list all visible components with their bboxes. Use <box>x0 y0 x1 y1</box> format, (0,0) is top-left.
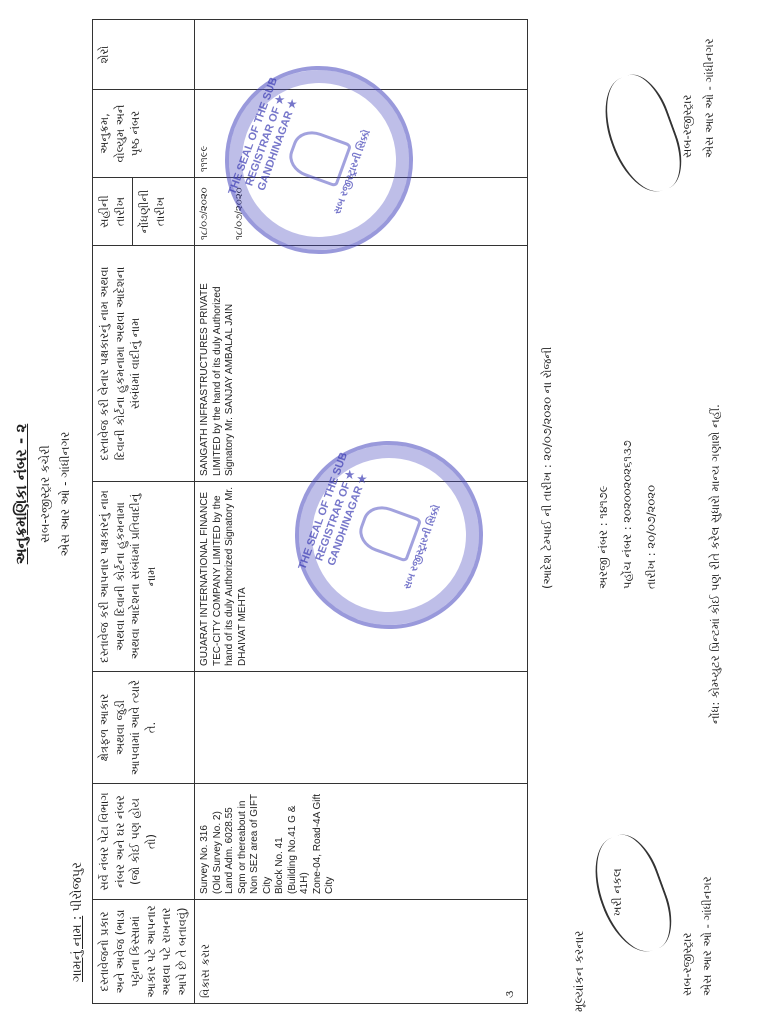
header-executant: દસ્તાવેજ કરી આપનાર પક્ષકારનું નામ અથવા દિવાની કોર્ટના હુકમનામા અથવા આદેશના સંબંધમાં પ્રતિવાદીનું નામ <box>93 482 195 672</box>
header-dates <box>93 178 195 246</box>
seal-ring-text: THE SEAL OF THE SUB REGISTRAR OF ★ GANDHINAGAR ★ <box>226 75 300 197</box>
emblem-icon <box>354 500 422 562</box>
cell-claimant: SANGATH INFRASTRUCTURES PRIVATE LIMITED by the hand of its duly Authorized Signatory Mr. SANJAY AMBALAL JAIN <box>195 246 528 482</box>
assessor-label: મૂલ્યાંકન કરનાર <box>572 930 586 1012</box>
right-officer-title: સબ-રજીસ્ટ્રાર <box>680 94 694 158</box>
seal-inner-text: સબ રજીસ્ટ્રારની સિક્કો <box>331 128 373 216</box>
emblem-icon <box>284 125 352 187</box>
reg-date: ૧૮/૦૭/૨૦૨૦ <box>233 187 245 240</box>
cell-survey: Survey No. 316 (Old Survey No. 2) Land Adm. 6028.55 Sqm or thereabout in Non SEZ area of GIFT City Block No. 41 (Building No.41 G & 41H) Zone-04, Road-4A Gift City <box>195 784 528 900</box>
receipt-date: તારીખ : ૨૦/૦૭/૨૦૨૦ <box>644 485 658 589</box>
left-officer-office: એસ આર ઓ - ગાંધીનગર <box>700 876 714 996</box>
header-remarks: શેરો <box>93 20 195 90</box>
table-header-row <box>93 20 195 1004</box>
village-value: પીરોજપુર <box>70 862 85 912</box>
sign-date: ૧૮/૦૭/૨૦૨૦ <box>199 187 211 240</box>
village-label: ગામનું નામ : <box>70 915 85 982</box>
footer-note: નોંધ: કોમ્પ્યુટર પ્રિન્ટમાં કોઈ પણ રીતે કરેલ સુધારો માન્ય ગણાશે નહીં. <box>708 404 722 724</box>
cell-serial: ૧૧૧૯૯ <box>195 90 528 178</box>
cell-executant: GUJARAT INTERNATIONAL FINANCE TEC-CITY COMPANY LIMITED by the hand of its duly Authorized Signatory Mr. DHAIVAT MEHTA <box>195 482 528 672</box>
receipt-number: પહોંચ નંબર : ૨૦૨૦૦૨૦૨૬૧૩૭ <box>620 440 634 589</box>
signature-left <box>581 827 682 962</box>
cell-doc-type <box>195 900 528 1004</box>
true-copy-label: ખરી નકલ <box>610 868 624 916</box>
header-sign-date: સહીની તારીખ <box>97 195 127 228</box>
header-reg-date: નોંધણીની તારીખ <box>132 178 172 245</box>
seal-inner-text: સબ રજીસ્ટ્રારની સિક્કો <box>401 503 443 591</box>
order-date: (આદેશ ટેમ્પાઈ ની તારીખ : ૨૦/૦૭/૨૦૨૦ ના રોજની <box>540 346 554 589</box>
doc-type-value: વિકાસ કરાર <box>199 943 213 998</box>
header-survey: સર્વે નંબર પેટા વિભાગ નંબર અને ઘર નંબર (જો કોઈ પણ હોય તો) <box>93 784 195 900</box>
signature-right <box>591 67 692 202</box>
header-serial: અનુક્રમ, વોલ્યુમ અને પૃષ્ઠ નંબર <box>93 90 195 178</box>
sro-name: એસ આર ઓ - ગાંધીનગર <box>58 431 72 557</box>
right-officer-office: એસ આર ઓ - ગાંધીનગર <box>702 38 716 158</box>
application-number: અરજી નંબર : ૧૪૧૭૯ <box>596 485 610 589</box>
header-claimant: દસ્તાવેજ કરી લેનાર પક્ષકારનું નામ અથવા દિવાની કોર્ટના હુકમનામા અથવા આદેશના સંબંધમાં વાદીનું નામ <box>93 246 195 482</box>
left-officer-title: સબ-રજીસ્ટ્રાર <box>680 932 694 996</box>
header-doc-type: દસ્તાવેજનો પ્રકાર અને અવેજ (ભાડા પટ્ટાના કિસ્સામાં આકાર પટે આપનાર અથવા પટે રાખનાર આપે છે તે બતાવવું) <box>93 900 195 1004</box>
index-title: અનુક્રમણિકા નંબર - ૨ <box>12 423 30 565</box>
village-line <box>70 862 85 982</box>
cell-area <box>195 672 528 784</box>
office-name: સબ-રજીસ્ટ્રાર કચેરી <box>38 445 52 543</box>
seal-ring-text: THE SEAL OF THE SUB REGISTRAR OF ★ GANDHINAGAR ★ <box>296 450 370 572</box>
serial-mark: ૩ <box>503 990 517 998</box>
header-area: ક્ષેત્રફળ આકાર અથવા જુડી આપવામાં આવે ત્યારે તે. <box>93 672 195 784</box>
